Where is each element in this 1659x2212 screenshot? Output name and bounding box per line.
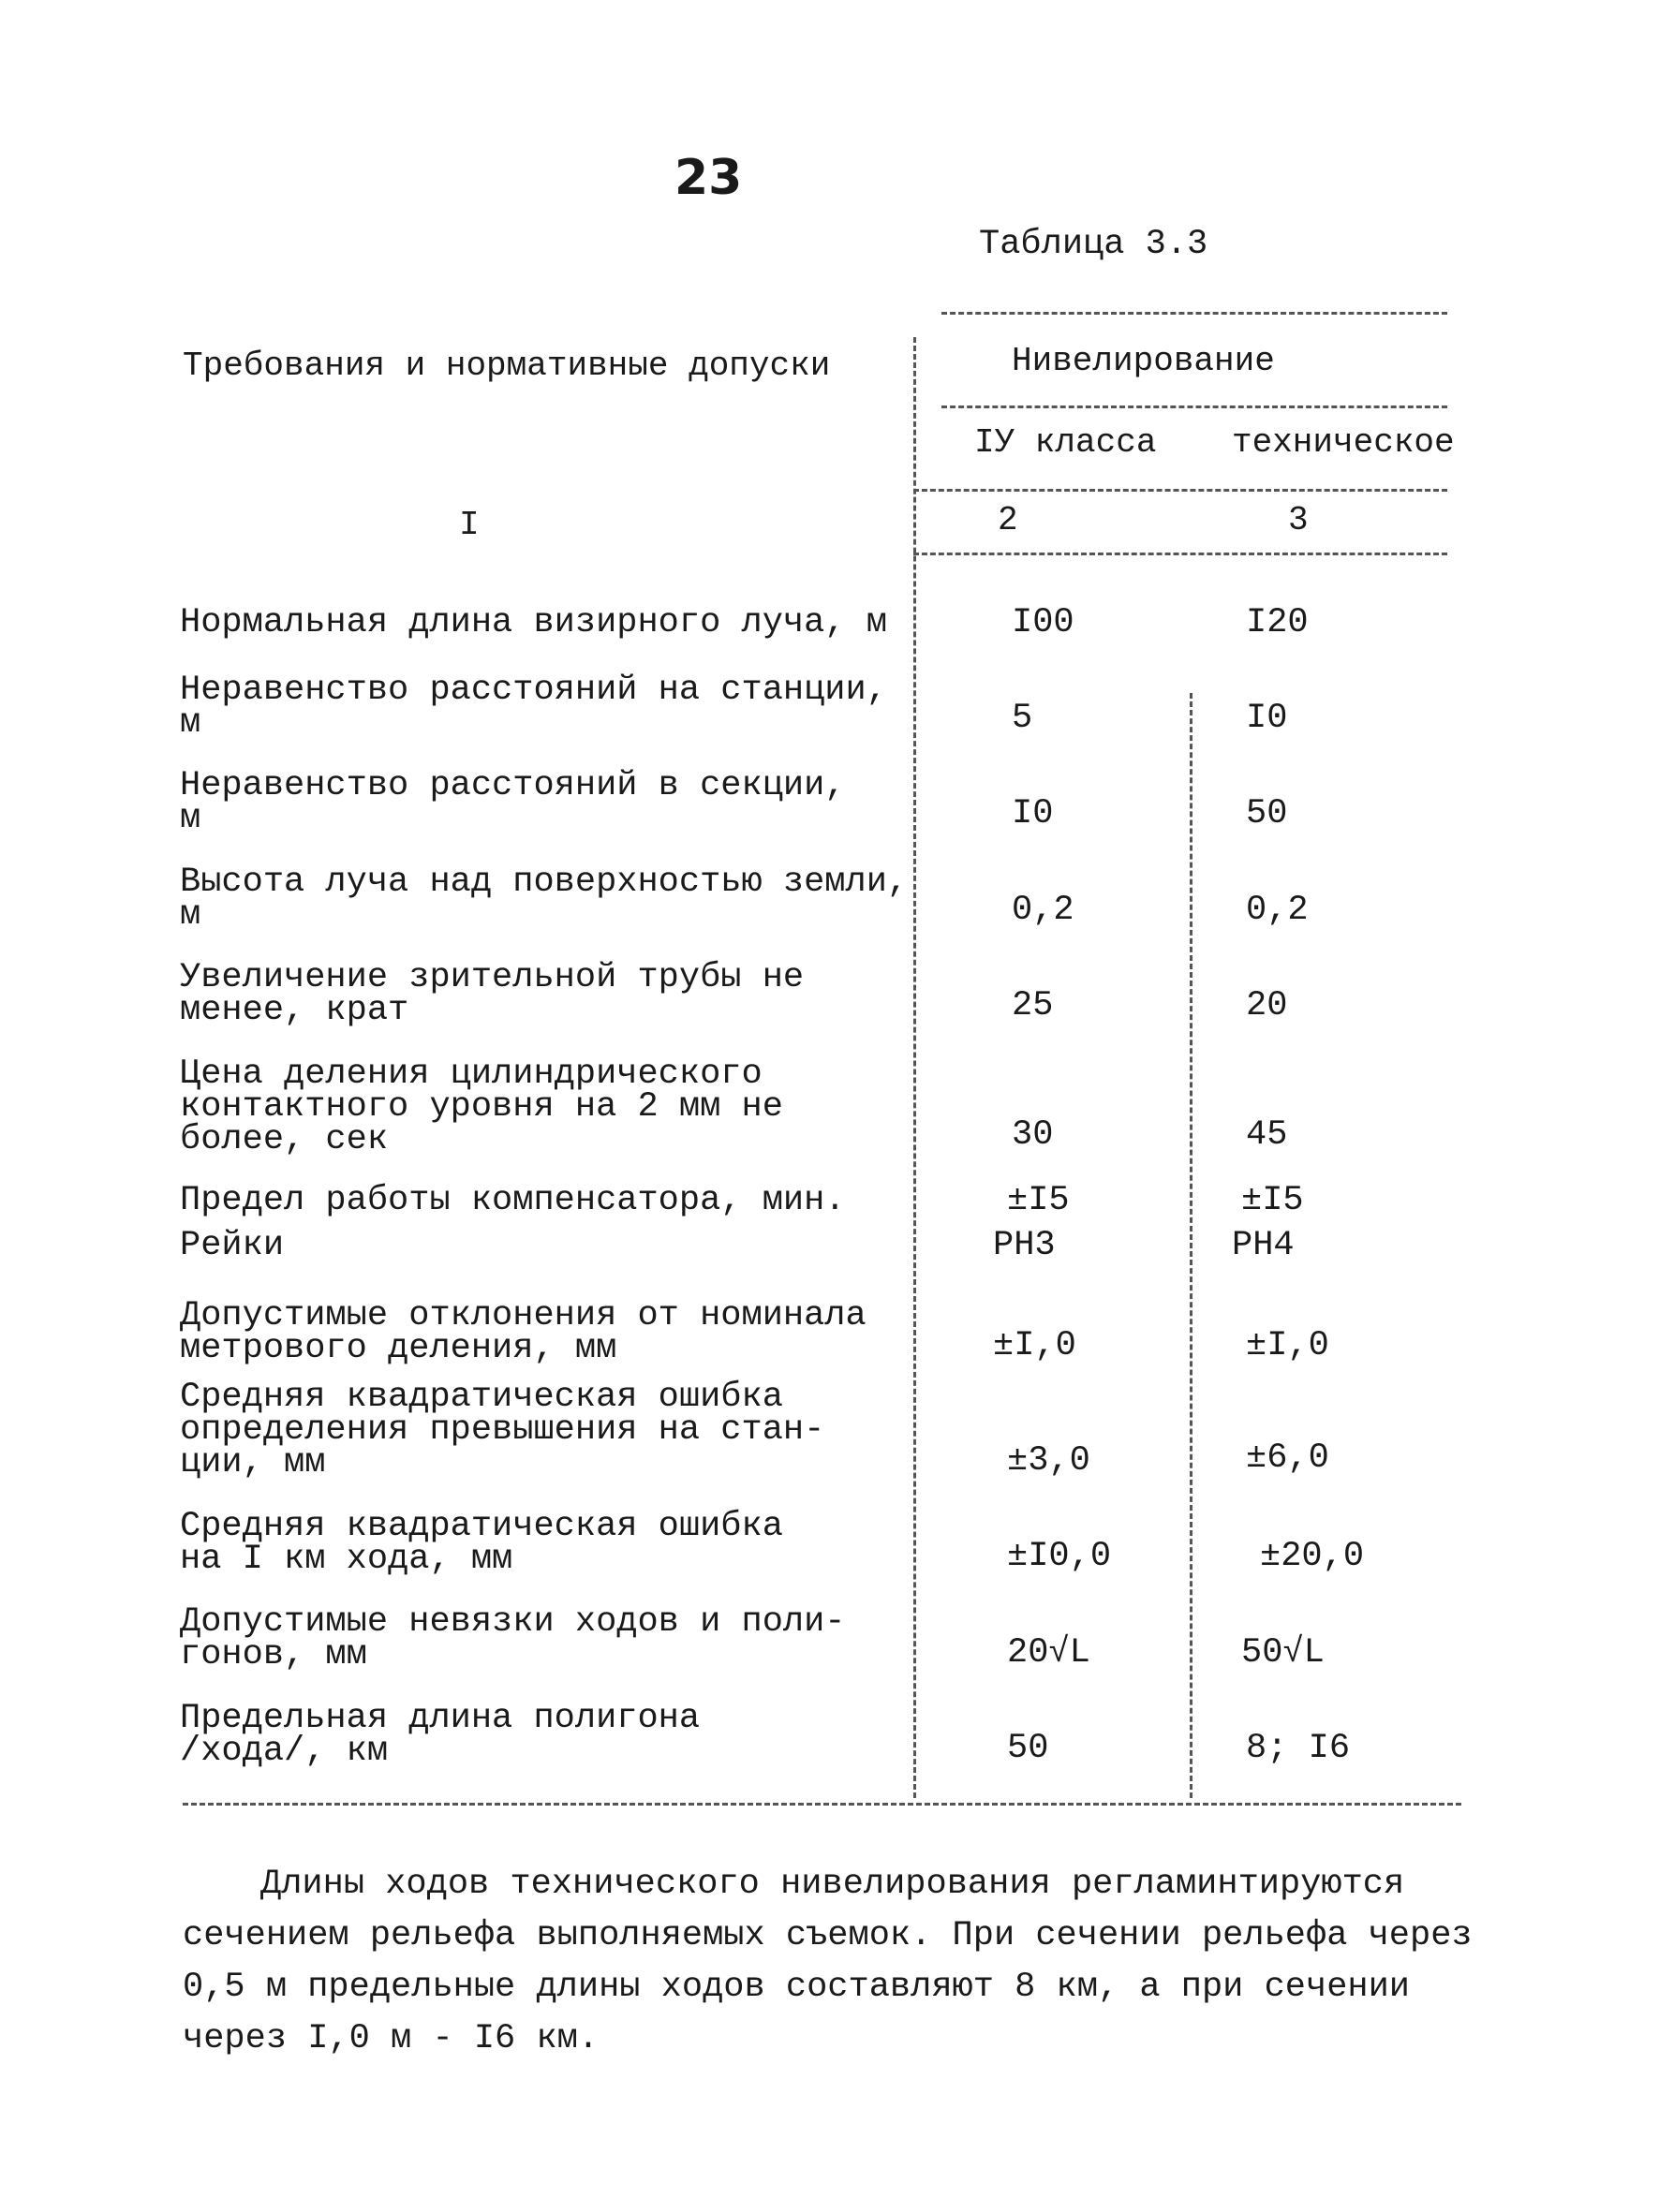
row-label: Нормальная длина визирного луча, м	[180, 603, 887, 642]
row-value-class-iv: 5	[1012, 699, 1033, 738]
subheader-rule	[941, 406, 1447, 408]
paragraph-line: Длины ходов технического нивелирования регламинтируются	[260, 1865, 1405, 1904]
column-number-3: 3	[1288, 501, 1309, 539]
row-value-class-iv: I00	[1012, 603, 1074, 642]
row-value-technical: 0,2	[1246, 891, 1309, 930]
row-label: Средняя квадратическая ошибка на I км хода, мм	[180, 1507, 783, 1579]
row-value-class-iv: 30	[1012, 1115, 1054, 1155]
row-label: Предельная длина полигона /хода/, км	[180, 1699, 701, 1771]
row-label: Цена деления цилиндрического контактного уровня на 2 мм не более, сек	[180, 1054, 783, 1159]
row-value-technical: 20	[1246, 986, 1288, 1025]
paragraph-line: через I,0 м - I6 км.	[183, 2019, 600, 2058]
row-label: Неравенство расстояний на станции, м	[180, 671, 887, 743]
row-value-class-iv: 20√L	[1007, 1633, 1090, 1673]
row-label: Допустимые невязки ходов и поли- гонов, мм	[180, 1602, 846, 1674]
row-value-technical: ±I,0	[1246, 1326, 1329, 1365]
paragraph-line: сечением рельефа выполняемых съемок. При сечении рельефа через	[183, 1916, 1473, 1955]
table-top-rule	[941, 312, 1447, 315]
row-value-class-iv: ±I,0	[993, 1326, 1076, 1365]
page-number: 23	[674, 150, 743, 206]
row-value-technical: РН4	[1232, 1226, 1295, 1265]
row-label: Предел работы компенсатора, мин.	[180, 1181, 846, 1220]
column-numbers-top-rule	[913, 489, 1447, 492]
header-class-iv: IУ класса	[974, 423, 1157, 462]
header-technical: техническое	[1232, 423, 1455, 462]
table-bottom-rule	[183, 1803, 1461, 1806]
row-value-technical: 50√L	[1241, 1633, 1325, 1673]
column-number-1: I	[459, 506, 480, 544]
row-value-technical: ±6,0	[1246, 1438, 1329, 1478]
row-label: Высота луча над поверхностью земли, м	[180, 863, 909, 935]
row-label: Средняя квадратическая ошибка определения превышения на стан- ции, мм	[180, 1378, 825, 1482]
row-value-technical: I20	[1246, 603, 1309, 642]
row-value-class-iv: ±I5	[1007, 1181, 1070, 1220]
header-leveling: Нивелирование	[1012, 342, 1275, 380]
column-divider-1	[913, 337, 916, 1798]
table-caption: Таблица 3.3	[979, 225, 1208, 264]
row-value-class-iv: 0,2	[1012, 891, 1074, 930]
row-label: Неравенство расстояний в секции, м	[180, 766, 846, 838]
row-value-technical: 45	[1246, 1115, 1288, 1155]
column-number-2: 2	[998, 501, 1018, 539]
row-value-class-iv: I0	[1012, 794, 1054, 833]
row-value-class-iv: 50	[1007, 1729, 1049, 1768]
row-label: Увеличение зрительной трубы не менее, крат	[180, 958, 805, 1030]
header-bottom-rule	[913, 553, 1447, 555]
row-value-technical: 50	[1246, 794, 1288, 833]
row-value-class-iv: РН3	[993, 1226, 1056, 1265]
row-value-technical: ±I5	[1241, 1181, 1304, 1220]
header-requirements: Требования и нормативные допуски	[183, 347, 831, 385]
row-value-class-iv: 25	[1012, 986, 1054, 1025]
paragraph-line: 0,5 м предельные длины ходов составляют 8 км, а при сечении	[183, 1968, 1411, 2007]
row-label: Допустимые отклонения от номинала метрового деления, мм	[180, 1296, 867, 1368]
row-label: Рейки	[180, 1226, 285, 1265]
body-paragraph	[183, 1859, 1473, 2065]
row-value-technical: I0	[1246, 699, 1288, 738]
column-divider-2	[1190, 693, 1192, 1798]
row-value-technical: 8; I6	[1246, 1729, 1351, 1768]
row-value-technical: ±20,0	[1260, 1537, 1365, 1576]
row-value-class-iv: ±3,0	[1007, 1441, 1090, 1481]
row-value-class-iv: ±I0,0	[1007, 1537, 1112, 1576]
